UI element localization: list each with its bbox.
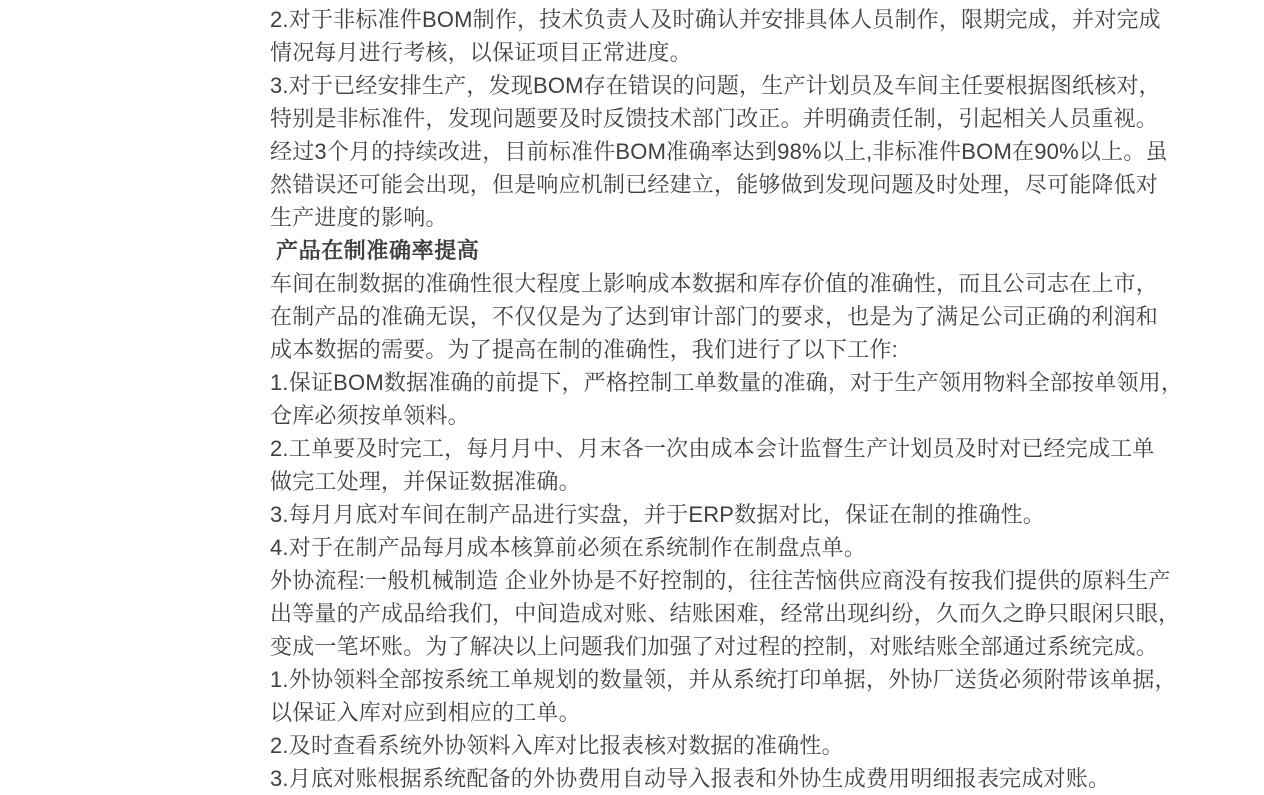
document-page <box>270 3 1230 795</box>
text-line: 出等量的产成品给我们，中间造成对账、结账困难，经常出现纠纷，久而久之睁只眼闲只眼， <box>270 601 1181 626</box>
text-line: 然错误还可能会出现，但是响应机制已经建立，能够做到发现问题及时处理，尽可能降低对 <box>270 172 1159 197</box>
text-line: 2.工单要及时完工，每月月中、月末各一次由成本会计监督生产计划员及时对已经完成工单 <box>270 436 1155 461</box>
text-line: 成本数据的需要。为了提高在制的准确性，我们进行了以下工作: <box>270 337 898 362</box>
text-line: 2.对于非标准件BOM制作，技术负责人及时确认并安排具体人员制作，限期完成，并对完成 <box>270 7 1161 32</box>
text-line: 变成一笔坏账。为了解决以上问题我们加强了对过程的控制，对账结账全部通过系统完成。 <box>270 634 1159 659</box>
text-line: 做完工处理，并保证数据准确。 <box>270 469 581 494</box>
text-line: 1.外协领料全部按系统工单规划的数量领，并从系统打印单据，外协厂送货必须附带该单据， <box>270 667 1177 692</box>
text-line: 1.保证BOM数据准确的前提下，严格控制工单数量的准确，对于生产领用物料全部按单领用， <box>270 370 1184 395</box>
text-line: 4.对于在制产品每月成本核算前必须在系统制作在制盘点单。 <box>270 535 866 560</box>
text-line: 2.及时查看系统外协领料入库对比报表核对数据的准确性。 <box>270 733 844 758</box>
text-line: 特别是非标准件，发现问题要及时反馈技术部门改正。并明确责任制，引起相关人员重视。 <box>270 106 1159 131</box>
text-line: 以保证入库对应到相应的工单。 <box>270 700 581 725</box>
text-line: 3.对于已经安排生产，发现BOM存在错误的问题，生产计划员及车间主任要根据图纸核对， <box>270 73 1161 98</box>
text-line: 车间在制数据的准确性很大程度上影响成本数据和库存价值的准确性，而且公司志在上市， <box>270 271 1159 296</box>
text-line: 经过3个月的持续改进，目前标准件BOM准确率达到98%以上,非标准件BOM在90%以上。虽 <box>270 139 1168 164</box>
text-line: 在制产品的准确无误，不仅仅是为了达到审计部门的要求，也是为了满足公司正确的利润和 <box>270 304 1159 329</box>
text-line: 情况每月进行考核，以保证项目正常进度。 <box>270 40 692 65</box>
text-line: 3.月底对账根据系统配备的外协费用自动导入报表和外协生成费用明细报表完成对账。 <box>270 766 1111 791</box>
text-line: 3.每月月底对车间在制产品进行实盘，并于ERP数据对比，保证在制的推确性。 <box>270 502 1045 527</box>
text-line: 生产进度的影响。 <box>270 205 448 230</box>
text-line: 外协流程:一般机械制造 企业外协是不好控制的，往往苦恼供应商没有按我们提供的原料生产 <box>270 568 1171 593</box>
section-heading-product-wip-accuracy: 产品在制准确率提高 <box>276 238 480 263</box>
text-line: 仓库必须按单领料。 <box>270 403 470 428</box>
